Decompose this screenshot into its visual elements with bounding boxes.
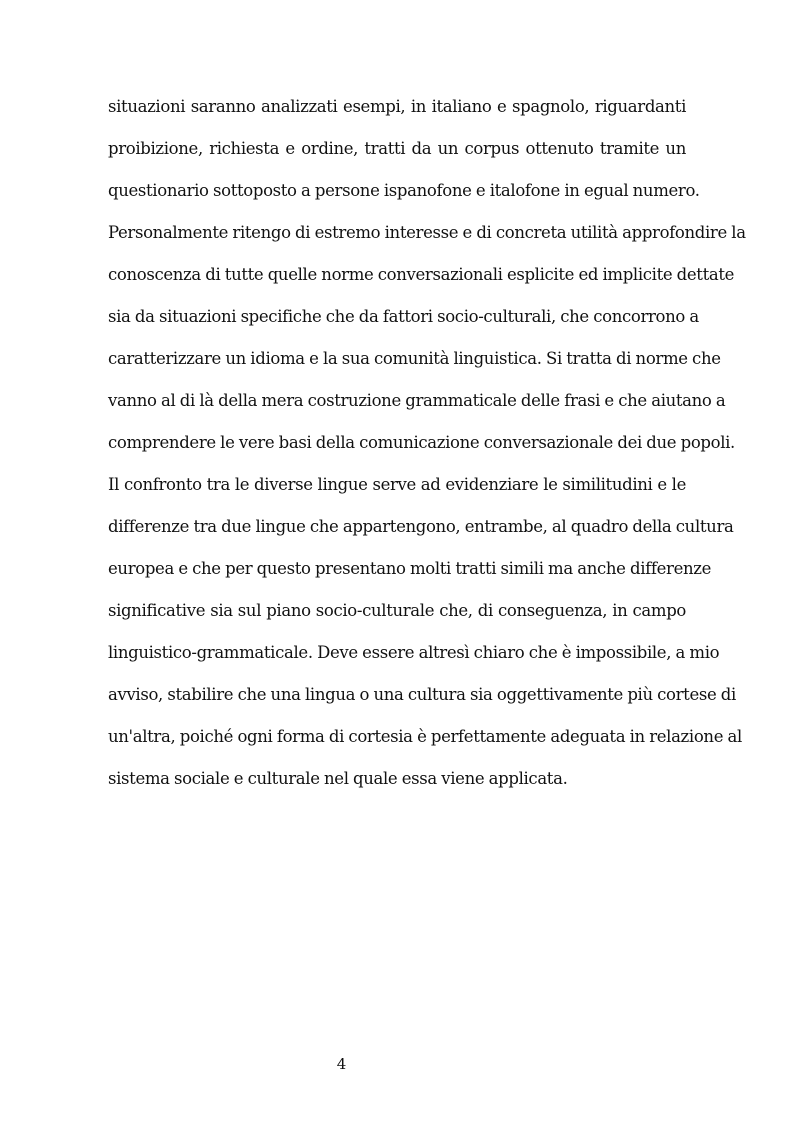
body-paragraph [108, 90, 746, 804]
text-line: caratterizzare un idioma e la sua comunità linguistica. Si tratta di norme che [108, 349, 721, 368]
text-line: comprendere le vere basi della comunicazione conversazionale dei due popoli. [108, 433, 735, 452]
text-line: europea e che per questo presentano molti tratti simili ma anche differenze [108, 559, 712, 578]
text-line: Il confronto tra le diverse lingue serve ad evidenziare le similitudini e le [108, 475, 686, 494]
text-line: Personalmente ritengo di estremo interesse e di concreta utilità approfondire la [108, 223, 746, 242]
text-line: vanno al di là della mera costruzione grammaticale delle frasi e che aiutano a [108, 391, 726, 410]
text-line: significative sia sul piano socio-culturale che, di conseguenza, in campo [108, 601, 686, 620]
text-line: avviso, stabilire che una lingua o una cultura sia oggettivamente più cortese di [108, 685, 736, 704]
text-line: sistema sociale e culturale nel quale essa viene applicata. [108, 769, 568, 788]
text-line: questionario sottoposto a persone ispanofone e italofone in egual numero. [108, 181, 700, 200]
text-line: differenze tra due lingue che appartengono, entrambe, al quadro della cultura [108, 517, 734, 536]
text-line: situazioni saranno analizzati esempi, in italiano e spagnolo, riguardanti [108, 97, 686, 116]
page-number: 4 [336, 1055, 347, 1073]
text-line: linguistico-grammaticale. Deve essere altresì chiaro che è impossibile, a mio [108, 643, 720, 662]
text-line: un'altra, poiché ogni forma di cortesia è perfettamente adeguata in relazione al [108, 727, 742, 746]
text-line: conoscenza di tutte quelle norme conversazionali esplicite ed implicite dettate [108, 265, 735, 284]
text-line: proibizione, richiesta e ordine, tratti da un corpus ottenuto tramite un [108, 139, 686, 158]
text-line: sia da situazioni specifiche che da fattori socio-culturali, che concorrono a [108, 307, 699, 326]
